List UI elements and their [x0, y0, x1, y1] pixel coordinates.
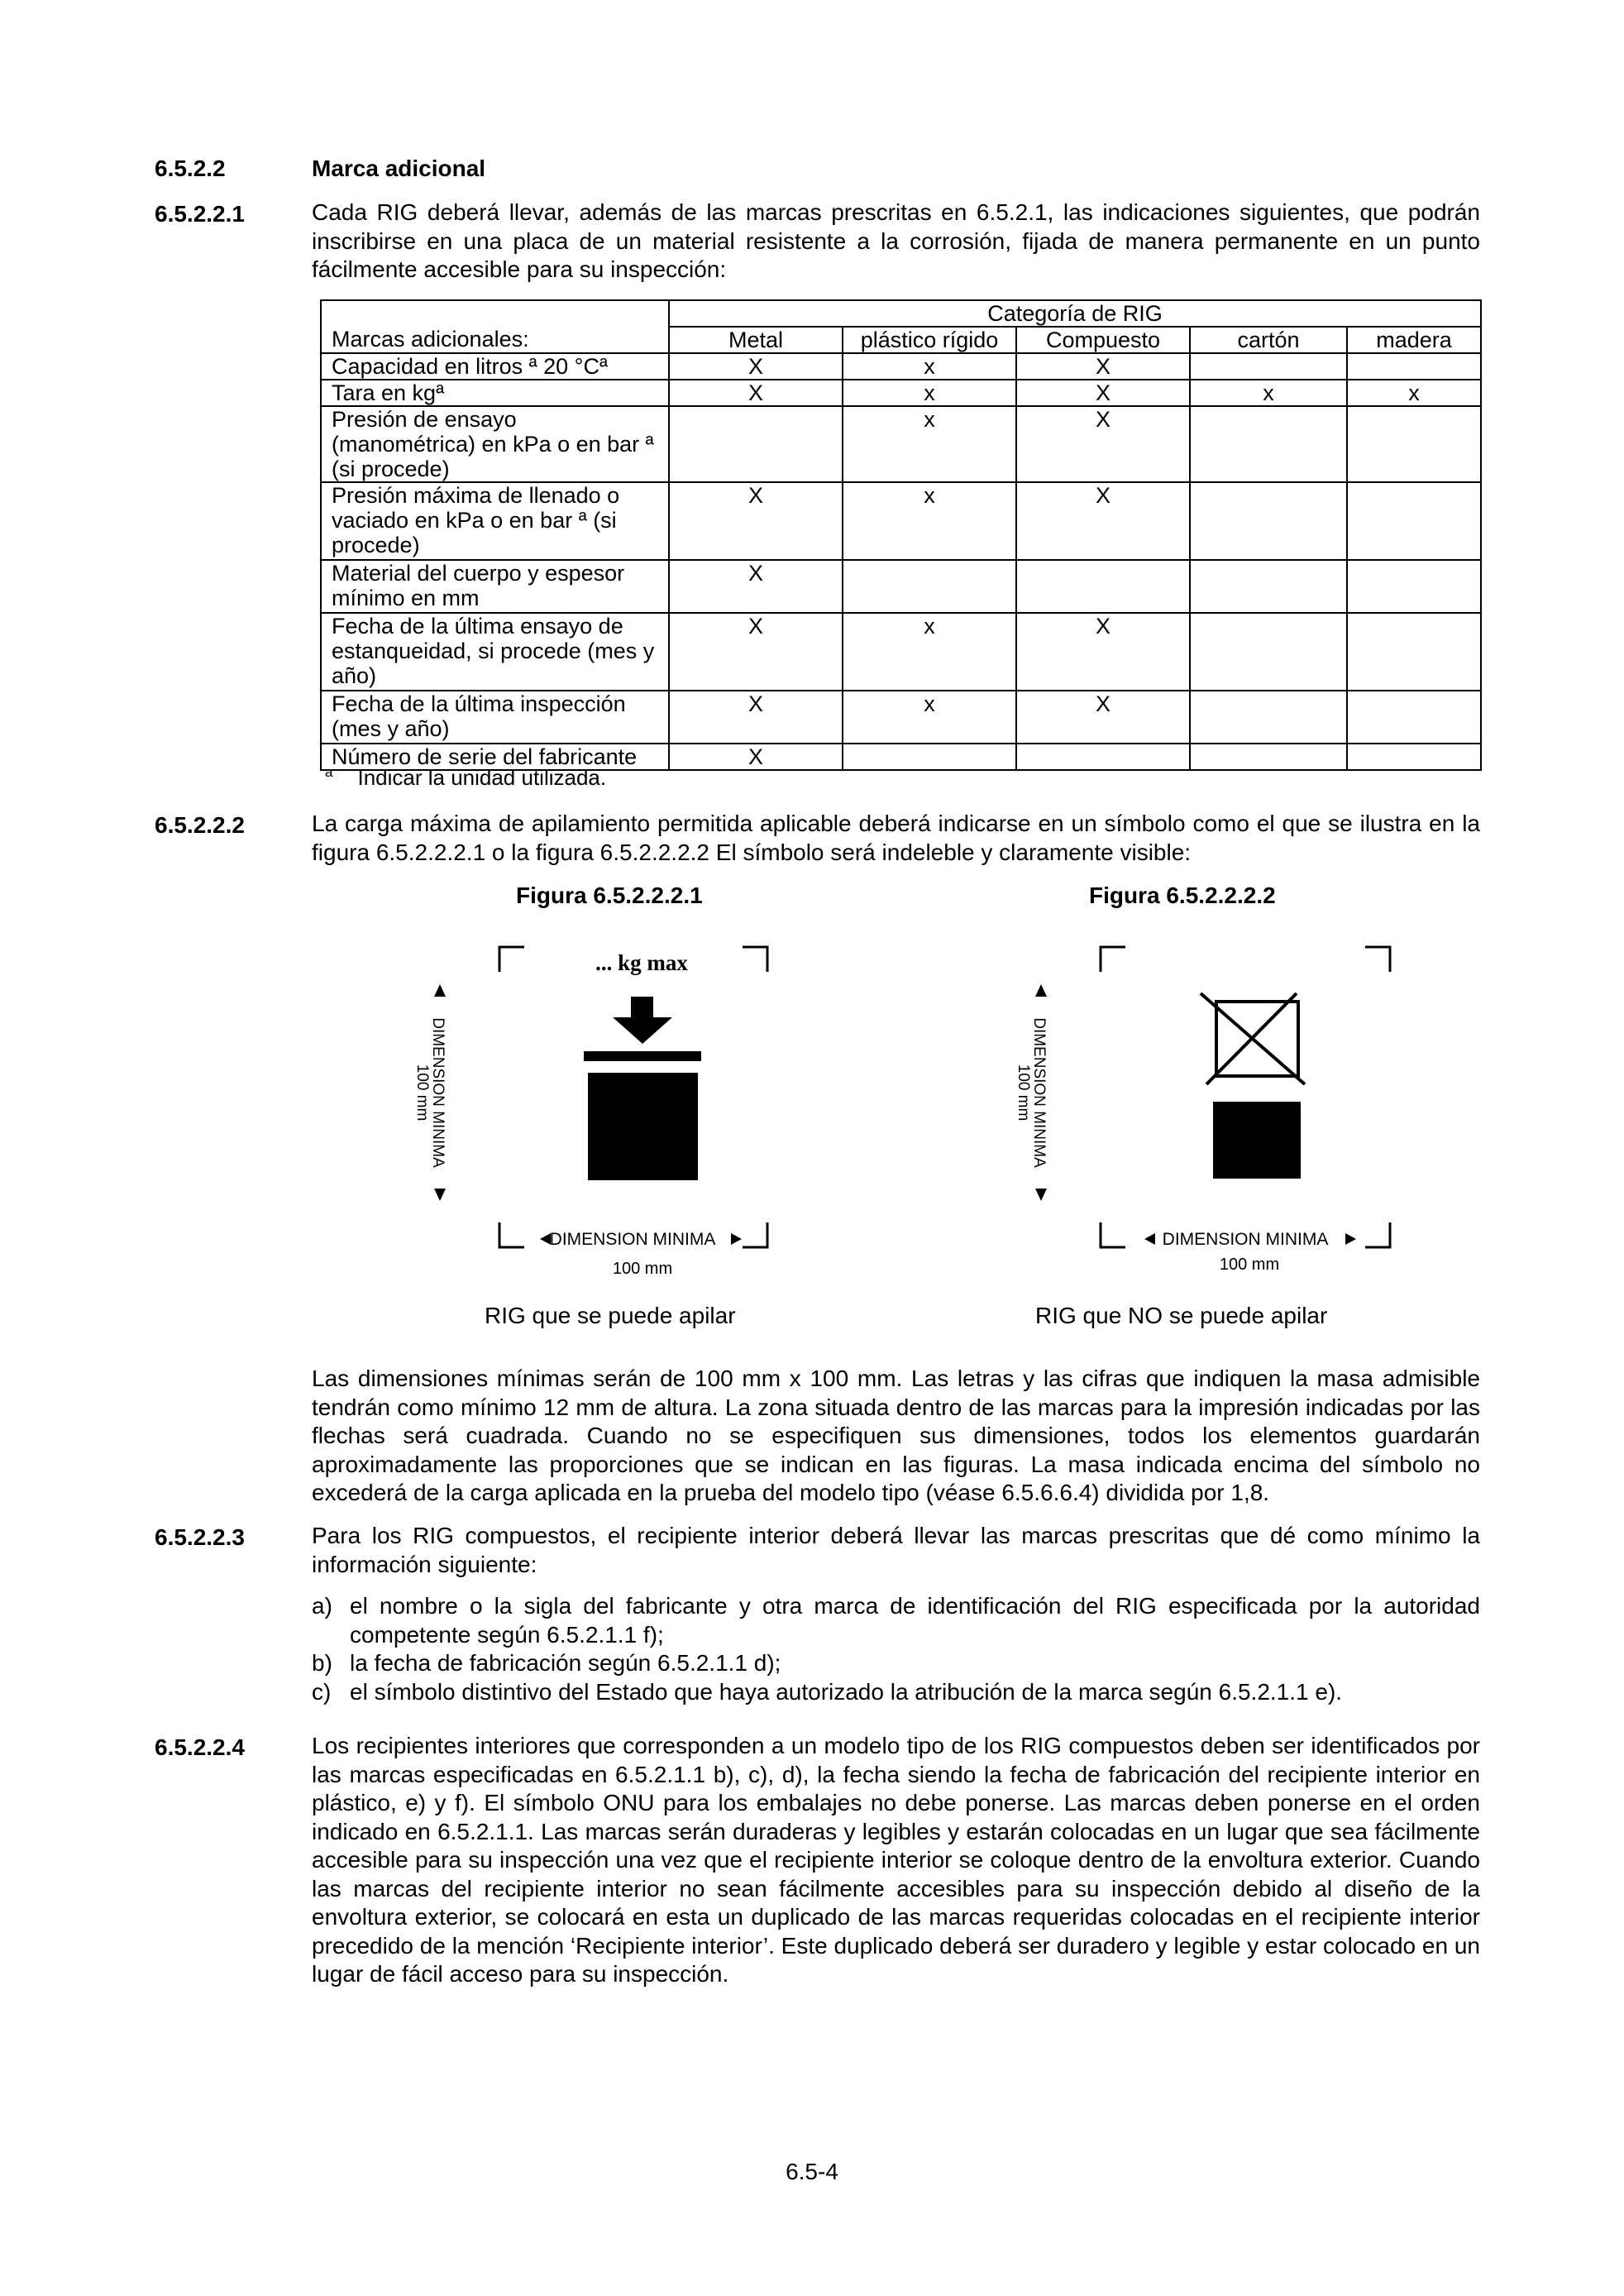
table-cell	[1190, 353, 1347, 380]
table-cell: X	[669, 482, 843, 560]
footnote-text: Indicar la unidad utilizada.	[357, 764, 607, 790]
arrow-down-icon	[434, 1189, 446, 1201]
para-number-6-5-2-2-4: 6.5.2.2.4	[155, 1734, 245, 1760]
table-row	[321, 353, 1481, 380]
empty-container-icon	[1216, 1002, 1298, 1076]
arrow-up-icon	[434, 984, 446, 997]
load-bar	[584, 1051, 701, 1061]
table-row	[321, 406, 1481, 482]
arrow-down-icon	[1035, 1189, 1047, 1201]
horizontal-dimension-label: DIMENSION MINIMA	[1162, 1230, 1329, 1249]
section-title: Marca adicional	[312, 155, 486, 181]
table-cell	[1016, 744, 1190, 770]
table-footnote	[325, 764, 606, 791]
vertical-dimension-label: DIMENSION MINIMA	[1030, 1017, 1048, 1168]
column-header: madera	[1347, 327, 1481, 353]
row-label: Presión de ensayo (manométrica) en kPa o en bar ª (si procede)	[321, 406, 669, 482]
category-header: Categoría de RIG	[669, 300, 1481, 327]
para-6-5-2-2-2: La carga máxima de apilamiento permitida aplicable deberá indicarse en un símbolo como el que se ilustra en la figura 6.5.2.2.2.1 o la figura 6.5.2.2.2.2 El símbolo será indeleble y claramente visible:	[312, 811, 1480, 865]
table-cell: X	[1016, 613, 1190, 691]
table-cell	[1347, 353, 1481, 380]
row-header: Marcas adicionales:	[321, 327, 669, 353]
arrow-left-icon	[1144, 1233, 1155, 1245]
list-item-label: c)	[312, 1679, 332, 1705]
table-cell	[1347, 691, 1481, 744]
row-label: Número de serie del fabricante	[321, 744, 669, 770]
para-number-6-5-2-2-3: 6.5.2.2.3	[155, 1524, 245, 1550]
table-cell	[1190, 406, 1347, 482]
list-item	[312, 1592, 1480, 1650]
table-row	[321, 691, 1481, 744]
arrow-right-icon	[1345, 1233, 1356, 1245]
row-label: Presión máxima de llenado o vaciado en kPa o en bar ª (si procede)	[321, 482, 669, 560]
figure-2-non-stackable-symbol	[1015, 935, 1411, 1282]
table-cell	[1190, 560, 1347, 613]
table-row	[321, 482, 1481, 560]
table-cell: X	[669, 744, 843, 770]
table-cell: X	[1016, 406, 1190, 482]
para-6-5-2-2-3: Para los RIG compuestos, el recipiente interior deberá llevar las marcas prescritas que dé como mínimo la información siguiente:	[312, 1523, 1480, 1577]
horizontal-dimension-value: 100 mm	[612, 1260, 673, 1278]
table-column-header-row	[321, 327, 1481, 353]
list-item-text: la fecha de fabricación según 6.5.2.1.1 d);	[350, 1650, 781, 1676]
down-arrow-icon	[613, 997, 672, 1044]
row-label: Capacidad en litros ª 20 °Cª	[321, 353, 669, 380]
figure-2-title: Figura 6.5.2.2.2.2	[1089, 883, 1276, 908]
table-cell	[843, 744, 1016, 770]
table-cell: x	[843, 380, 1016, 406]
table-cell: x	[843, 482, 1016, 560]
table-cell: X	[1016, 353, 1190, 380]
table-cell	[843, 560, 1016, 613]
figure-1-caption: RIG que se puede apilar	[485, 1303, 736, 1328]
table-cell	[1347, 560, 1481, 613]
arrow-right-icon	[731, 1233, 742, 1245]
section-number: 6.5.2.2	[155, 155, 226, 181]
table-cell: x	[843, 613, 1016, 691]
cross-line	[1206, 993, 1297, 1084]
vertical-dimension-value: 100 mm	[413, 1064, 431, 1122]
table-group-header-row	[321, 300, 1481, 327]
list-item-text: el nombre o la sigla del fabricante y otra marca de identificación del RIG especificada por la autoridad competente según 6.5.2.1.1 f);	[350, 1593, 1480, 1648]
table-cell: X	[669, 560, 843, 613]
column-header: Metal	[669, 327, 843, 353]
row-label: Fecha de la última ensayo de estanqueidad, si procede (mes y año)	[321, 613, 669, 691]
vertical-dimension-value: 100 mm	[1015, 1064, 1032, 1122]
table-cell: X	[1016, 380, 1190, 406]
figure-1-title: Figura 6.5.2.2.2.1	[516, 883, 703, 908]
table-cell: x	[843, 406, 1016, 482]
list-item-label: a)	[312, 1593, 332, 1619]
table-cell: X	[669, 613, 843, 691]
para-number-6-5-2-2-1: 6.5.2.2.1	[155, 201, 245, 227]
additional-marks-table	[320, 299, 1482, 771]
para-dimensions: Las dimensiones mínimas serán de 100 mm x 100 mm. Las letras y las cifras que indiquen la masa admisible tendrán como mínimo 12 mm de altura. La zona situada dentro de las marcas para la impresión indicadas por las flechas será cuadrada. Cuando no se especifiquen sus dimensiones, todos los elementos guardarán aproximadamente las proporciones que se indican en las figuras. La masa indicada encima del símbolo no excederá de la carga aplicada en la prueba del modelo tipo (véase 6.5.6.6.4) dividida por 1,8.	[312, 1366, 1480, 1505]
column-header: Compuesto	[1016, 327, 1190, 353]
table-cell: x	[1347, 380, 1481, 406]
figure-2-caption: RIG que NO se puede apilar	[1035, 1303, 1328, 1328]
table-cell: X	[1016, 691, 1190, 744]
container-block	[588, 1073, 698, 1180]
table-cell: X	[669, 353, 843, 380]
para-number-6-5-2-2-2: 6.5.2.2.2	[155, 812, 245, 838]
list-item	[312, 1678, 1480, 1707]
corner-marks	[1101, 947, 1390, 1247]
row-label: Material del cuerpo y espesor mínimo en mm	[321, 560, 669, 613]
table-cell	[1347, 744, 1481, 770]
horizontal-dimension-value: 100 mm	[1219, 1256, 1280, 1274]
table-cell	[1016, 560, 1190, 613]
table-row	[321, 380, 1481, 406]
table-cell	[1347, 613, 1481, 691]
figure-1-stackable-symbol	[413, 935, 802, 1282]
table-cell: x	[1190, 380, 1347, 406]
table-cell	[1347, 482, 1481, 560]
para-6-5-2-2-1: Cada RIG deberá llevar, además de las marcas prescritas en 6.5.2.1, las indicaciones siguientes, que podrán inscribirse en una placa de un material resistente a la corrosión, fijada de manera permanente en un punto fácilmente accesible para su inspección:	[312, 199, 1480, 282]
table-cell	[1190, 691, 1347, 744]
table-row	[321, 613, 1481, 691]
table-cell	[1347, 406, 1481, 482]
table-corner-cell	[321, 300, 669, 327]
row-label: Fecha de la última inspección (mes y año)	[321, 691, 669, 744]
table-cell	[1190, 613, 1347, 691]
table-cell: x	[843, 691, 1016, 744]
container-block	[1213, 1102, 1301, 1179]
horizontal-dimension-label: DIMENSION MINIMA	[549, 1230, 716, 1249]
vertical-dimension-label: DIMENSION MINIMA	[429, 1017, 447, 1168]
table-cell: X	[669, 380, 843, 406]
table-cell: X	[669, 691, 843, 744]
table-cell	[669, 406, 843, 482]
table-cell: X	[1016, 482, 1190, 560]
arrow-up-icon	[1035, 984, 1047, 997]
list-item-label: b)	[312, 1650, 332, 1676]
column-header: cartón	[1190, 327, 1347, 353]
list-item	[312, 1649, 1480, 1678]
page-number: 6.5-4	[786, 2159, 838, 2184]
table-cell	[1190, 744, 1347, 770]
footnote-mark: a	[325, 764, 333, 780]
row-label: Tara en kgª	[321, 380, 669, 406]
kg-max-label: ... kg max	[595, 950, 688, 975]
table-cell: x	[843, 353, 1016, 380]
column-header: plástico rígido	[843, 327, 1016, 353]
para-6-5-2-2-4: Los recipientes interiores que corresponden a un modelo tipo de los RIG compuestos deben ser identificados por las marcas especificadas en 6.5.2.1.1 b), c), d), la fecha siendo la fecha de fabricación del recipiente interior en plástico, e) y f). El símbolo ONU para los embalajes no debe ponerse. Las marcas deben ponerse en el orden indicado en 6.5.2.1.1. Las marcas serán duraderas y legibles y estarán colocadas en un lugar que sea fácilmente accesible para su inspección una vez que el recipiente interior se coloque dentro de la envoltura exterior. Cuando las marcas del recipiente interior no sean fácilmente accesibles para su inspección debido al diseño de la envoltura exterior, se colocará en esta un duplicado de las marcas requeridas colocadas en el recipiente interior precedido de la mención ‘Recipiente interior’. Este duplicado deberá ser duradero y legible y estar colocado en un lugar de fácil acceso para su inspección.	[312, 1733, 1480, 1987]
table-cell	[1190, 482, 1347, 560]
list-item-text: el símbolo distintivo del Estado que haya autorizado la atribución de la marca según 6.5.2.1.1 e).	[350, 1679, 1343, 1705]
table-row	[321, 560, 1481, 613]
